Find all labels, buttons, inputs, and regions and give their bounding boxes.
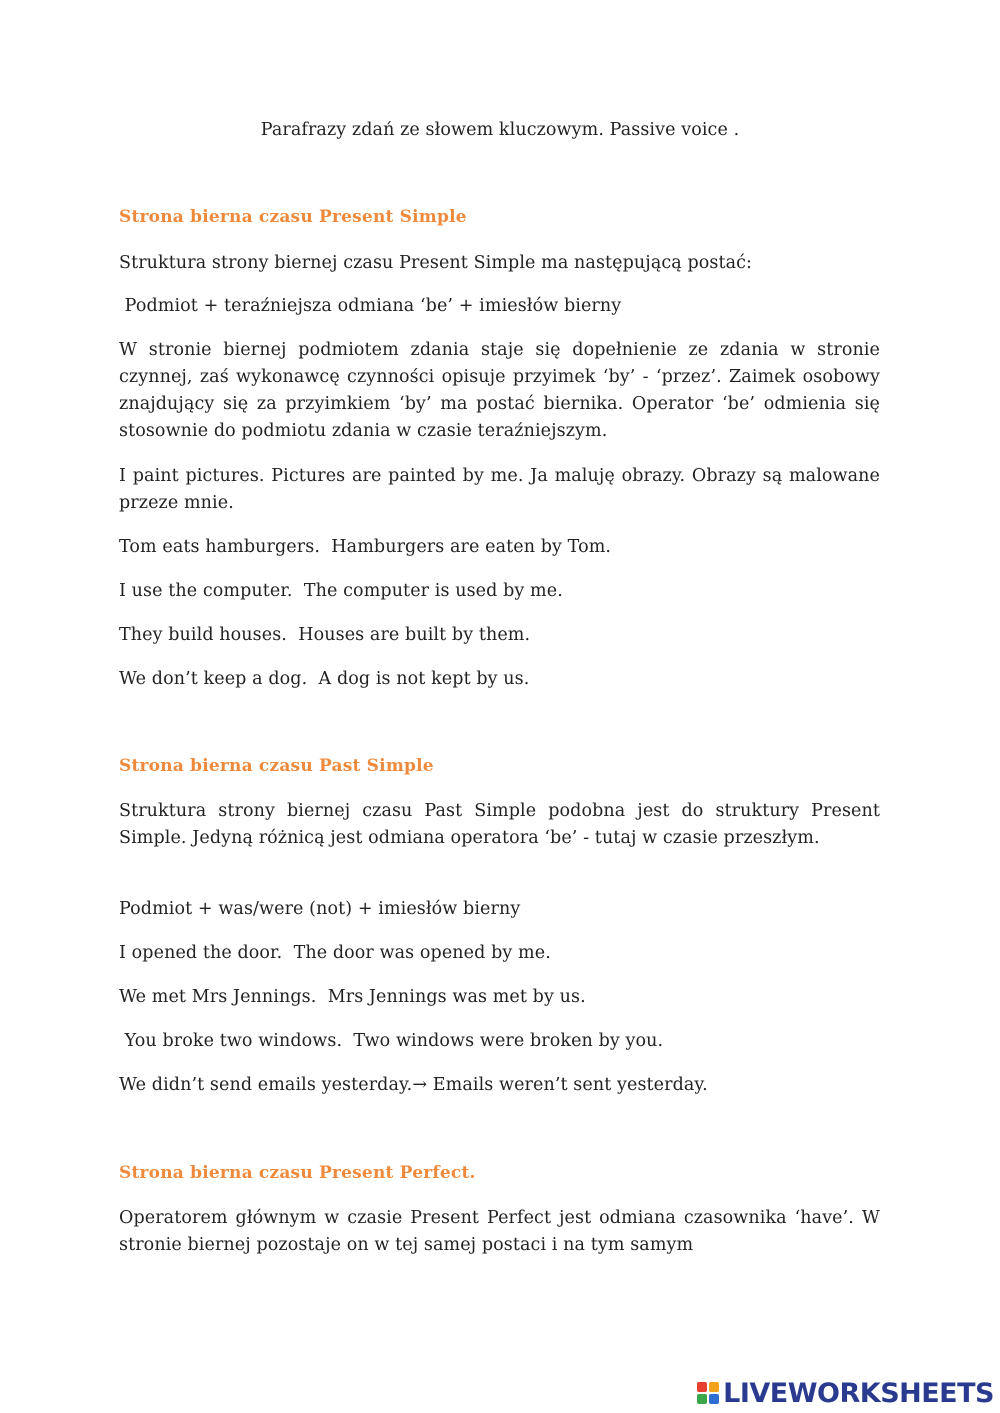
grammar-formula: Podmiot + teraźniejsza odmiana ‘be’ + imiesłów bierny	[119, 296, 622, 316]
section-heading-past-simple: Strona bierna czasu Past Simple	[119, 756, 434, 776]
example-sentence: You broke two windows. Two windows were broken by you.	[119, 1031, 664, 1051]
section-intro: Struktura strony biernej czasu Present Simple ma następującą postać:	[119, 253, 753, 273]
example-sentence: I paint pictures. Pictures are painted by me. Ja maluję obrazy. Obrazy są malowane przeze mnie.	[119, 466, 880, 513]
example-sentence: I use the computer. The computer is used by me.	[119, 581, 563, 601]
example-sentence: We met Mrs Jennings. Mrs Jennings was met by us.	[119, 987, 586, 1007]
grammar-formula: Podmiot + was/were (not) + imiesłów bierny	[119, 899, 521, 919]
example-sentence: They build houses. Houses are built by them.	[119, 625, 531, 645]
example-sentence: Tom eats hamburgers. Hamburgers are eaten by Tom.	[119, 537, 612, 557]
liveworksheets-logo[interactable]	[697, 1376, 994, 1410]
example-sentence: We don’t keep a dog. A dog is not kept by us.	[119, 669, 530, 689]
section-heading-present-simple: Strona bierna czasu Present Simple	[119, 207, 467, 227]
example-sentence: I opened the door. The door was opened by me.	[119, 943, 551, 963]
section-intro: Struktura strony biernej czasu Past Simple podobna jest do struktury Present Simple. Jedyną różnicą jest odmiana operatora ‘be’ - tutaj w czasie przeszłym.	[119, 801, 880, 848]
logo-text: LIVEWORKSHEETS	[723, 1377, 994, 1409]
page-title: Parafrazy zdań ze słowem kluczowym. Passive voice .	[260, 120, 740, 140]
section-explanation: W stronie biernej podmiotem zdania staje się dopełnienie ze zdania w stronie czynnej, zaś wykonawcę czynności opisuje przyimek ‘by’ - ‘przez’. Zaimek osobowy znajdujący się za przyimkiem ‘by’ ma postać biernika. Operator ‘be’ odmienia się stosownie do podmiotu zdania w czasie teraźniejszym.	[119, 340, 880, 441]
section-heading-present-perfect: Strona bierna czasu Present Perfect.	[119, 1163, 476, 1183]
example-sentence: We didn’t send emails yesterday.→ Emails weren’t sent yesterday.	[119, 1075, 708, 1095]
logo-icon	[697, 1382, 719, 1404]
section-intro: Operatorem głównym w czasie Present Perfect jest odmiana czasownika ‘have’. W stronie biernej pozostaje on w tej samej postaci i na tym samym	[119, 1208, 880, 1255]
